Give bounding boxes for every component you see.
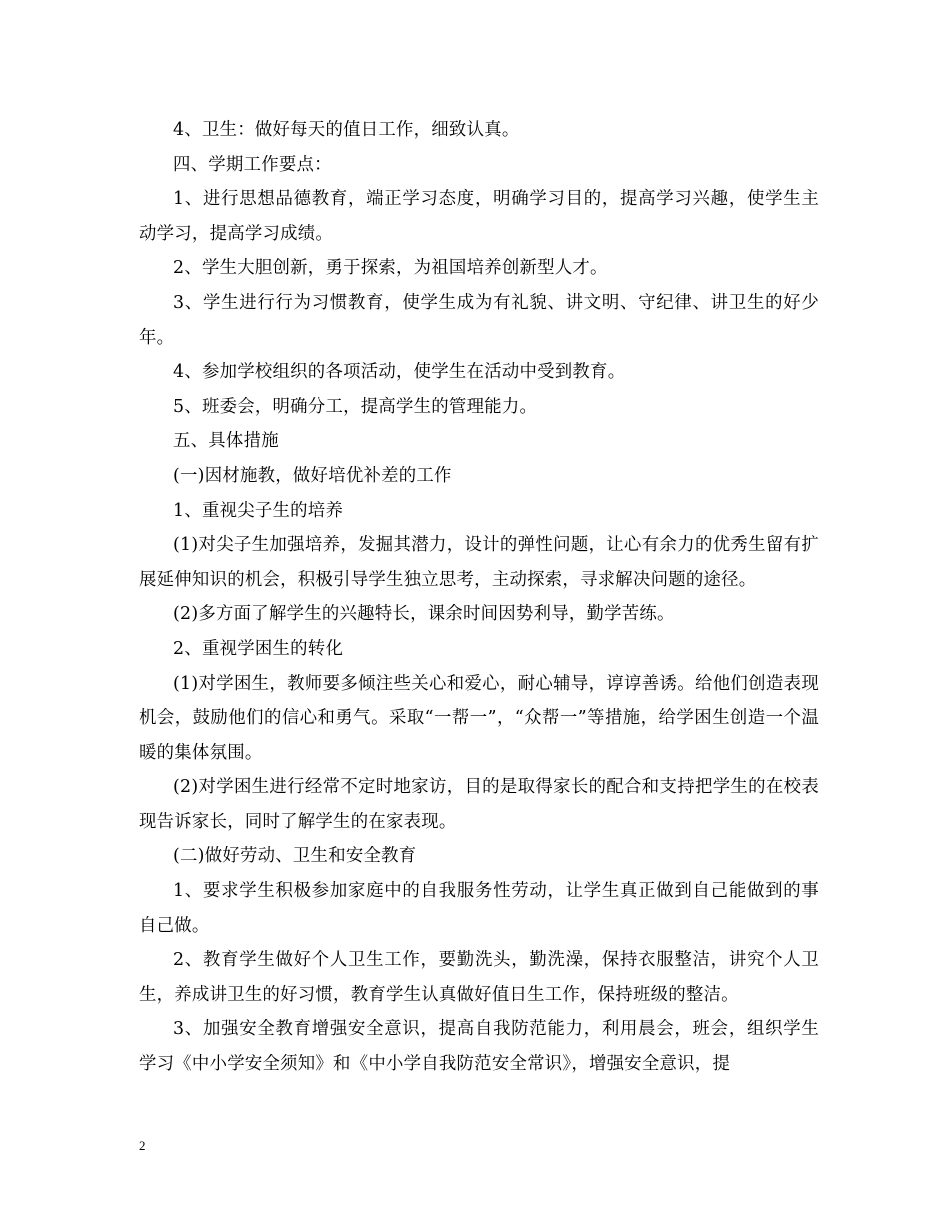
paragraph: (2)多方面了解学生的兴趣特长，课余时间因势利导，勤学苦练。 — [173, 604, 675, 625]
paragraph: (2)对学困生进行经常不定时地家访，目的是取得家长的配合和支持把学生的在校表现告诉家长，同时了解学生的在家表现。 — [139, 777, 819, 832]
document-body — [139, 113, 819, 1082]
page-number: 2 — [139, 1138, 146, 1153]
paragraph: 1、重视尖子生的培养 — [173, 500, 344, 521]
paragraph: (1)对尖子生加强培养，发掘其潜力，设计的弹性问题，让心有余力的优秀生留有扩展延伸知识的机会，积极引导学生独立思考，主动探索，寻求解决问题的途径。 — [139, 535, 819, 590]
paragraph: 2、重视学困生的转化 — [173, 638, 344, 659]
paragraph: 1、进行思想品德教育，端正学习态度，明确学习目的，提高学习兴趣，使学生主动学习，提高学习成绩。 — [139, 189, 819, 244]
section-heading: 五、具体措施 — [173, 431, 279, 452]
paragraph: 3、加强安全教育增强安全意识，提高自我防范能力，利用晨会，班会，组织学生学习《中小学安全须知》和《中小学自我防范安全常识》，增强安全意识，提 — [139, 1019, 819, 1075]
paragraph: 4、参加学校组织的各项活动，使学生在活动中受到教育。 — [173, 362, 626, 383]
subsection-heading: (一)因材施教，做好培优补差的工作 — [173, 465, 452, 486]
paragraph: 2、教育学生做好个人卫生工作，要勤洗头，勤洗澡，保持衣服整洁，讲究个人卫生，养成讲卫生的好习惯，教育学生认真做好值日生工作，保持班级的整洁。 — [139, 950, 819, 1005]
paragraph: 4、卫生：做好每天的值日工作，细致认真。 — [173, 120, 520, 140]
paragraph: 1、要求学生积极参加家庭中的自我服务性劳动，让学生真正做到自己能做到的事自己做。 — [139, 881, 819, 936]
paragraph: 2、学生大胆创新，勇于探索，为祖国培养创新型人才。 — [173, 258, 608, 279]
paragraph: 5、班委会，明确分工，提高学生的管理能力。 — [173, 396, 538, 417]
subsection-heading: (二)做好劳动、卫生和安全教育 — [173, 846, 417, 867]
section-heading: 四、学期工作要点： — [173, 154, 332, 175]
paragraph: 3、学生进行行为习惯教育，使学生成为有礼貌、讲文明、守纪律、讲卫生的好少年。 — [139, 292, 819, 348]
paragraph: (1)对学困生，教师要多倾注些关心和爱心，耐心辅导，谆谆善诱。给他们创造表现机会，鼓励他们的信心和勇气。采取“一帮一”，“众帮一”等措施，给学困生创造一个温暖的集体氛围。 — [139, 673, 819, 763]
